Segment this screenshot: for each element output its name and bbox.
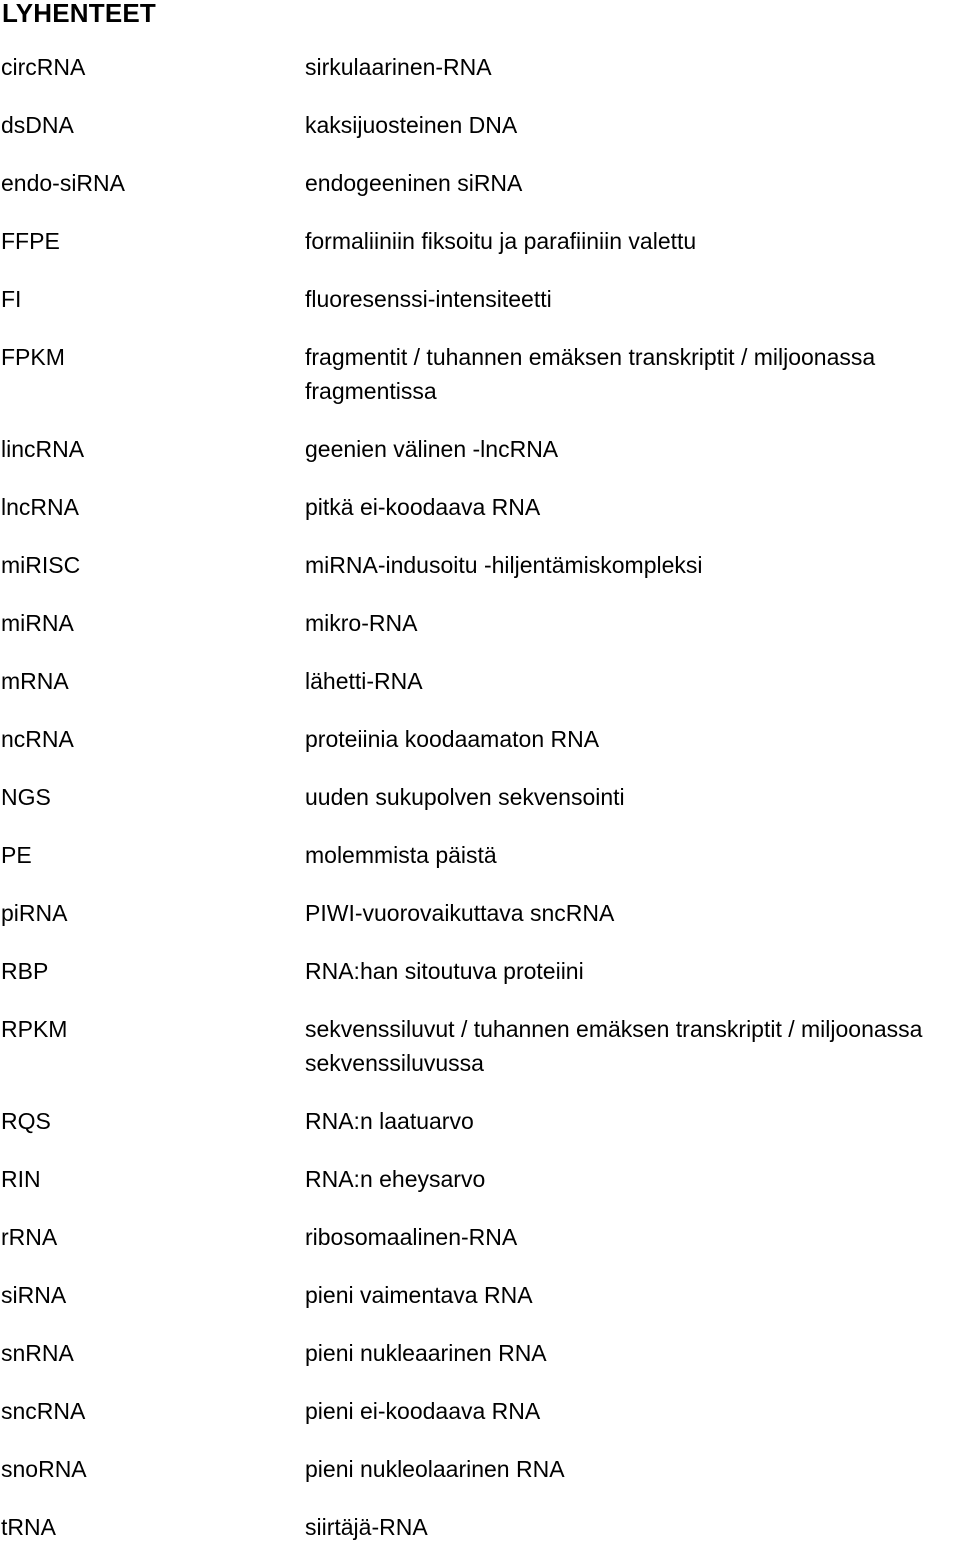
abbreviation-row [0,1336,960,1370]
abbreviation-list [0,50,960,1568]
abbreviation-definition: pieni nukleolaarinen RNA [305,1456,565,1482]
abbreviation-definition: formaliiniin fiksoitu ja parafiiniin valettu [305,228,697,254]
abbreviation-definition: pieni vaimentava RNA [305,1282,533,1308]
abbreviation-definition: PIWI-vuorovaikuttava sncRNA [305,900,615,926]
abbreviation-term: RPKM [1,1016,68,1042]
abbreviation-row [0,954,960,988]
abbreviation-row [0,1162,960,1196]
abbreviation-term: tRNA [1,1514,56,1540]
abbreviation-row [0,548,960,582]
abbreviation-definition: proteiinia koodaamaton RNA [305,726,600,752]
abbreviation-term: lncRNA [1,494,79,520]
abbreviation-definition: miRNA-indusoitu -hiljentämiskompleksi [305,552,703,578]
abbreviation-term: snRNA [1,1340,74,1366]
abbreviation-definition: RNA:n laatuarvo [305,1108,474,1134]
abbreviation-term: siRNA [1,1282,67,1308]
abbreviation-definition: RNA:han sitoutuva proteiini [305,958,584,984]
abbreviation-definition: uuden sukupolven sekvensointi [305,784,625,810]
abbreviation-row [0,1104,960,1138]
abbreviation-row [0,780,960,814]
abbreviation-term: dsDNA [1,112,74,138]
abbreviation-term: lincRNA [1,436,85,462]
abbreviation-row [0,1012,960,1080]
abbreviation-row [0,282,960,316]
abbreviation-definition: molemmista päistä [305,842,497,868]
abbreviation-term: rRNA [1,1224,58,1250]
abbreviation-term: circRNA [1,54,86,80]
abbreviation-row [0,722,960,756]
abbreviation-definition: fragmentit / tuhannen emäksen transkriptit / miljoonassa fragmentissa [305,344,876,404]
abbreviation-row [0,1394,960,1428]
abbreviation-row [0,664,960,698]
abbreviation-definition: RNA:n eheysarvo [305,1166,486,1192]
abbreviation-definition: sekvenssiluvut / tuhannen emäksen transkriptit / miljoonassa sekvenssiluvussa [305,1016,923,1076]
abbreviation-row [0,838,960,872]
abbreviation-row [0,490,960,524]
abbreviation-term: FPKM [1,344,65,370]
abbreviation-row [0,50,960,84]
abbreviation-row [0,606,960,640]
abbreviation-term: FI [1,286,22,312]
abbreviation-definition: kaksijuosteinen DNA [305,112,518,138]
abbreviation-term: RIN [1,1166,41,1192]
abbreviation-row [0,432,960,466]
abbreviation-term: snoRNA [1,1456,87,1482]
abbreviation-term: endo-siRNA [1,170,125,196]
abbreviation-definition: mikro-RNA [305,610,418,636]
abbreviation-row [0,1510,960,1544]
abbreviation-definition: endogeeninen siRNA [305,170,523,196]
abbreviation-definition: fluoresenssi-intensiteetti [305,286,552,312]
abbreviation-term: miRNA [1,610,74,636]
abbreviation-definition: siirtäjä-RNA [305,1514,428,1540]
abbreviation-term: miRISC [1,552,81,578]
abbreviation-definition: lähetti-RNA [305,668,423,694]
abbreviation-row [0,224,960,258]
abbreviation-term: PE [1,842,32,868]
abbreviation-row [0,1452,960,1486]
abbreviation-term: NGS [1,784,51,810]
abbreviation-term: RQS [1,1108,51,1134]
abbreviation-definition: ribosomaalinen-RNA [305,1224,518,1250]
abbreviation-term: mRNA [1,668,69,694]
abbreviation-term: ncRNA [1,726,74,752]
abbreviation-definition: pitkä ei-koodaava RNA [305,494,541,520]
page-title: LYHENTEET [2,0,156,28]
abbreviation-term: sncRNA [1,1398,86,1424]
abbreviation-row [0,166,960,200]
abbreviation-definition: pieni ei-koodaava RNA [305,1398,541,1424]
abbreviation-term: piRNA [1,900,68,926]
abbreviation-row [0,108,960,142]
abbreviation-term: FFPE [1,228,60,254]
abbreviation-row [0,340,960,408]
abbreviation-row [0,1220,960,1254]
abbreviation-row [0,896,960,930]
abbreviation-row [0,1278,960,1312]
abbreviation-term: RBP [1,958,49,984]
abbreviation-definition: pieni nukleaarinen RNA [305,1340,547,1366]
abbreviation-definition: sirkulaarinen-RNA [305,54,492,80]
abbreviation-definition: geenien välinen -lncRNA [305,436,559,462]
